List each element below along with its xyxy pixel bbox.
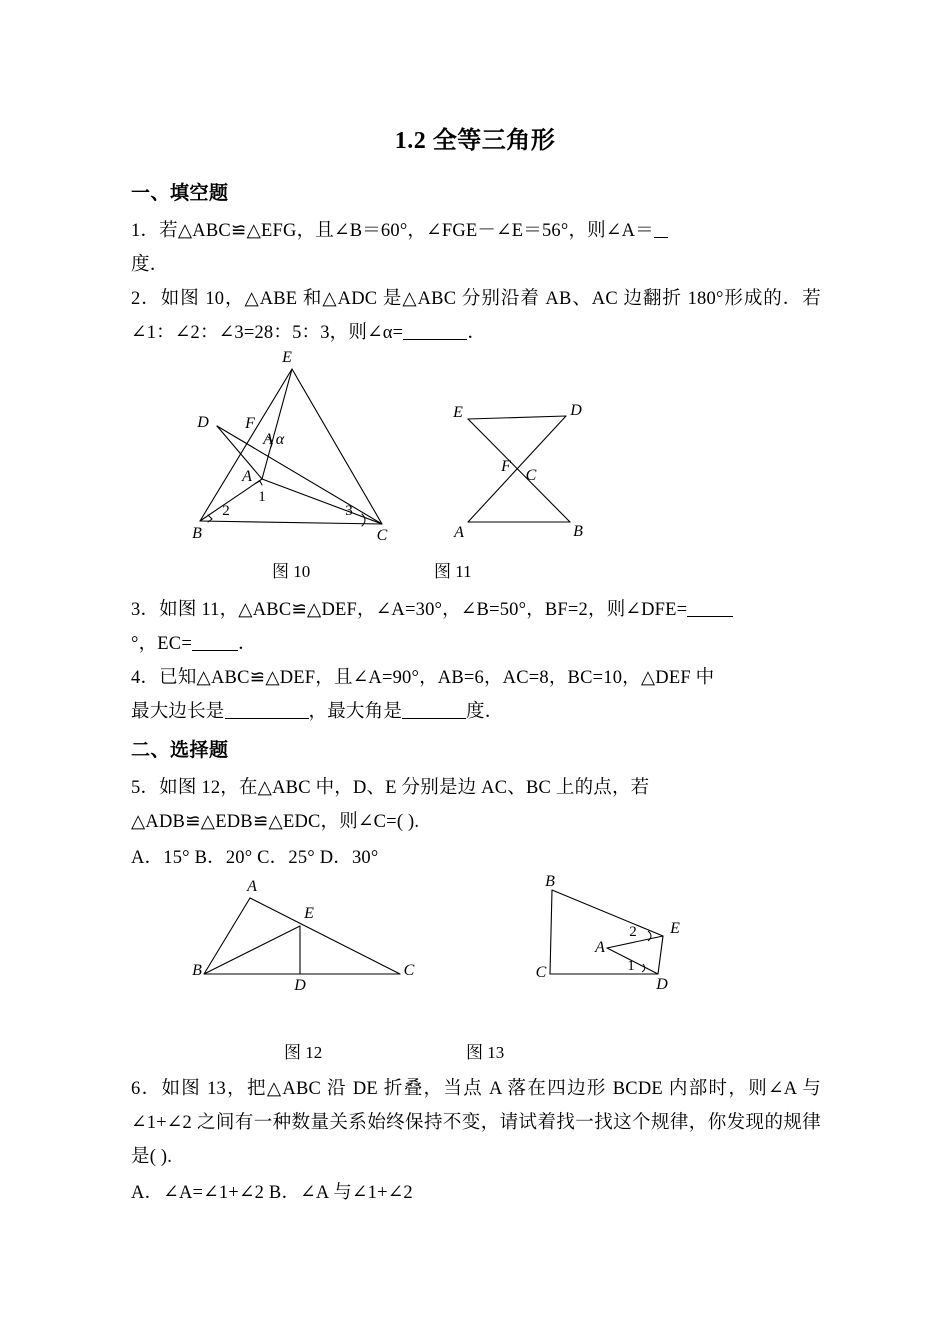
figure-10-label-angle-3: 3 bbox=[345, 503, 353, 519]
question-6 bbox=[131, 1072, 821, 1174]
question-3-line-1: 3．如图 11，△ABC≌△DEF，∠A=30°，∠B=50°，BF=2，则∠DFE= bbox=[131, 600, 688, 620]
segment-BA bbox=[200, 479, 262, 521]
segment-BE bbox=[552, 890, 663, 936]
segment-DA bbox=[217, 426, 262, 479]
figure-13-label-B: B bbox=[545, 873, 555, 890]
figure-10-label-angle-2: 2 bbox=[222, 503, 230, 519]
question-3 bbox=[131, 593, 821, 627]
answer-blank[interactable] bbox=[225, 718, 309, 719]
figure-11-label-B: B bbox=[573, 523, 583, 540]
segment-ED bbox=[468, 416, 566, 419]
segment-ED bbox=[658, 936, 663, 974]
question-5-options[interactable] bbox=[131, 841, 821, 875]
figure-12-label-B: B bbox=[192, 962, 202, 979]
question-2-text: 2．如图 10，△ABE 和△ADC 是△ABC 分别沿着 AB、AC 边翻折 180°形成的．若∠1：∠2：∠3=28：5：3，则∠α= bbox=[131, 289, 821, 343]
figure-10-label-alpha: α bbox=[275, 431, 285, 448]
figure-10-label-C: C bbox=[376, 527, 388, 544]
figure-13-label-C: C bbox=[535, 964, 547, 981]
figure-12-label-D: D bbox=[294, 977, 306, 994]
figure-12-label-A: A bbox=[247, 878, 257, 895]
figure-13-label-E: E bbox=[670, 920, 680, 937]
segment-BC bbox=[200, 521, 382, 524]
figure-13-caption: 图 13 bbox=[466, 1043, 505, 1062]
question-4-line-2-a: 最大边长是 bbox=[131, 702, 225, 722]
question-4-line-2-b: ，最大角是 bbox=[308, 702, 403, 722]
figure-10-caption: 图 10 bbox=[272, 562, 311, 581]
figure-13-label-D: D bbox=[656, 976, 668, 993]
figure-13-label-angle-2: 2 bbox=[629, 924, 637, 940]
page-title: 1.2 全等三角形 bbox=[394, 128, 556, 154]
figure-13-label-angle-1: 1 bbox=[627, 958, 635, 974]
answer-blank[interactable] bbox=[654, 237, 668, 238]
figure-11-label-D: D bbox=[570, 402, 582, 419]
question-6-options-text[interactable]: A．∠A=∠1+∠2 B．∠A 与∠1+∠2 bbox=[131, 1183, 413, 1203]
question-2 bbox=[131, 282, 821, 350]
figure-11-label-F: F bbox=[501, 458, 511, 475]
figure-11 bbox=[448, 398, 608, 543]
segment-AC bbox=[250, 898, 400, 974]
figure-10-label-B: B bbox=[192, 525, 202, 542]
figure-10-label-F: F bbox=[245, 415, 255, 432]
answer-blank[interactable] bbox=[402, 718, 466, 719]
figure-12-label-E: E bbox=[304, 905, 314, 922]
question-5-options-text[interactable]: A．15° B．20° C．25° D．30° bbox=[131, 848, 379, 868]
figure-12-label-C: C bbox=[403, 962, 415, 979]
question-4-line-2 bbox=[131, 695, 821, 729]
angle-mark-1 bbox=[642, 964, 645, 972]
question-6-text: 6．如图 13，把△ABC 沿 DE 折叠，当点 A 落在四边形 BCDE 内部时，则∠A 与∠1+∠2 之间有一种数量关系始终保持不变，请试着找一找这个规律，你发现的规律是( ). bbox=[131, 1079, 821, 1167]
question-4-line-1 bbox=[131, 661, 821, 695]
figure-12-caption: 图 12 bbox=[284, 1043, 323, 1062]
figure-10-label-angle-1: 1 bbox=[258, 489, 266, 505]
figure-13-label-A: A bbox=[595, 939, 605, 956]
question-1-line-1: 1．若△ABC≌△EFG，且∠B＝60°，∠FGE－∠E＝56°，则∠A＝ bbox=[131, 221, 654, 241]
section-heading-multiple-choice: 二、选择题 bbox=[131, 740, 229, 761]
question-5-line-1 bbox=[131, 771, 821, 805]
question-3-line-2 bbox=[131, 627, 821, 661]
figure-13-drawing bbox=[535, 873, 700, 993]
segment-D-to-A bbox=[468, 416, 566, 522]
answer-blank[interactable] bbox=[687, 616, 733, 617]
figure-10-label-D: D bbox=[197, 414, 209, 431]
figure-11-label-A: A bbox=[454, 524, 464, 541]
question-2-tail: ． bbox=[467, 323, 487, 343]
figure-10 bbox=[186, 348, 401, 543]
figure-10-label-E: E bbox=[282, 349, 292, 366]
figure-11-drawing bbox=[448, 398, 608, 543]
figure-11-caption: 图 11 bbox=[434, 562, 472, 581]
figure-11-label-E: E bbox=[453, 404, 463, 421]
question-3-line-2-b: ． bbox=[237, 634, 257, 654]
question-1-line-2: 度． bbox=[131, 255, 169, 275]
section-heading-fill-in-blank: 一、填空题 bbox=[131, 183, 229, 204]
figure-11-label-C: C bbox=[525, 467, 537, 484]
segment-EA bbox=[262, 369, 292, 479]
answer-blank[interactable] bbox=[403, 339, 467, 340]
figure-12 bbox=[192, 878, 432, 993]
figure-10-drawing bbox=[186, 348, 401, 543]
segment-E-to-B bbox=[468, 419, 570, 522]
segment-BC bbox=[550, 890, 552, 974]
question-6-options[interactable] bbox=[131, 1176, 821, 1210]
question-4-line-2-c: 度． bbox=[466, 702, 504, 722]
answer-blank[interactable] bbox=[192, 650, 238, 651]
question-3-line-2-a: °，EC= bbox=[131, 634, 192, 654]
angle-mark-A bbox=[256, 481, 262, 485]
figure-10-label-A-upper: A bbox=[263, 431, 273, 448]
figure-13 bbox=[535, 873, 700, 993]
segment-E-to-C bbox=[292, 369, 382, 524]
question-1 bbox=[131, 214, 821, 248]
figure-12-drawing bbox=[192, 878, 432, 993]
question-5-text: 5．如图 12，在△ABC 中，D、E 分别是边 AC、BC 上的点，若 bbox=[131, 778, 650, 798]
figure-10-label-A: A bbox=[242, 468, 252, 485]
question-4-text: 4．已知△ABC≌△DEF，且∠A=90°，AB=6，AC=8，BC=10，△DEF 中 bbox=[131, 668, 715, 688]
question-5-line-2: △ADB≌△EDB≌△EDC，则∠C=( ). bbox=[131, 812, 420, 832]
